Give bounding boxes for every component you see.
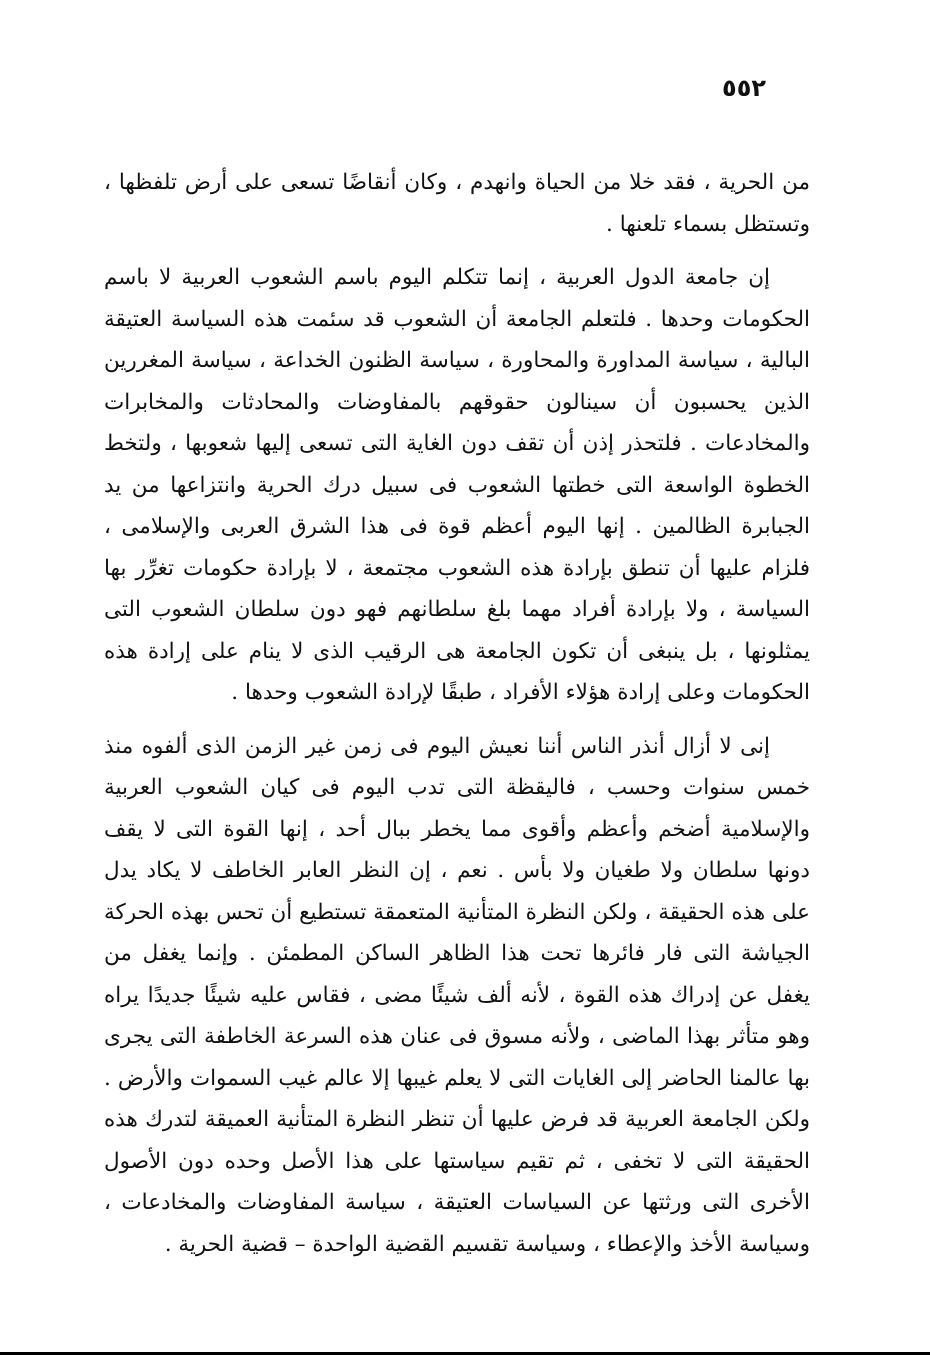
page-number: ٥٥٢ xyxy=(722,74,766,102)
paragraph-arab-league: إن جامعة الدول العربية ، إنما تتكلم اليوم باسم الشعوب العربية لا باسم الحكومات وحدها . فلتعلم الجامعة أن الشعوب قد سئمت هذه السياسة العتيقة البالية ، سياسة المداورة والمحاورة ، سياسة الظنون الخداعة ، سياسة المغررين الذين يحسبون أن سينالون حقوقهم بالمفاوضات والمحادثات والمخابرات والمخادعات . فلتحذر إذن أن تقف دون الغاية التى تسعى إليها شعوبها ، ولتخط الخطوة الواسعة التى خطتها الشعوب فى سبيل درك الحرية وانتزاعها من يد الجبابرة الظالمين . إنها اليوم أعظم قوة فى هذا الشرق العربى والإسلامى ، فلزام عليها أن تنطق بإرادة هذه الشعوب مجتمعة ، لا بإرادة حكومات تغرِّر بها السياسة ، ولا بإرادة أفراد مهما بلغ سلطانهم فهو دون سلطان الشعوب التى يمثلونها ، بل ينبغى أن تكون الجامعة هى الرقيب الذى لا ينام على إرادة هذه الحكومات وعلى إرادة هؤلاء الأفراد ، طبقًا لإرادة الشعوب وحدها . xyxy=(104,265,810,705)
paragraph-continuation: من الحرية ، فقد خلا من الحياة وانهدم ، وكان أنقاضًا تسعى على أرض تلفظها ، وتستظل بسماء تلعنها . xyxy=(104,170,810,237)
body-text xyxy=(104,162,810,1265)
paragraph-awakening: إنى لا أزال أنذر الناس أننا نعيش اليوم فى زمن غير الزمن الذى ألفوه منذ خمس سنوات وحسب ، فاليقظة التى تدب اليوم فى كيان الشعوب العربية والإسلامية أضخم وأعظم وأقوى مما يخطر ببال أحد ، إنها القوة التى لا يقف دونها سلطان ولا طغيان ولا بأس . نعم ، إن النظر العابر الخاطف لا يكاد يدل على هذه الحقيقة ، ولكن النظرة المتأنية المتعمقة تستطيع أن تحس بهذه الحركة الجياشة التى فار فائرها تحت هذا الظاهر الساكن المطمئن . وإنما يغفل من يغفل عن إدراك هذه القوة ، لأنه ألف شيئًا مضى ، فقاس عليه شيئًا جديدًا يراه وهو متأثر بهذا الماضى ، ولأنه مسوق فى عنان هذه السرعة الخاطفة التى يجرى بها عالمنا الحاضر إلى الغايات التى لا يعلم غيبها إلا عالم غيب السموات والأرض . ولكن الجامعة العربية قد فرض عليها أن تنظر النظرة المتأنية العميقة لتدرك هذه الحقيقة التى لا تخفى ، ثم تقيم سياستها على هذا الأصل وحده دون الأصول الأخرى التى ورثتها عن السياسات العتيقة ، سياسة المفاوضات والمخادعات ، وسياسة الأخذ والإعطاء ، وسياسة تقسيم القضية الواحدة – قضية الحرية . xyxy=(104,733,810,1257)
